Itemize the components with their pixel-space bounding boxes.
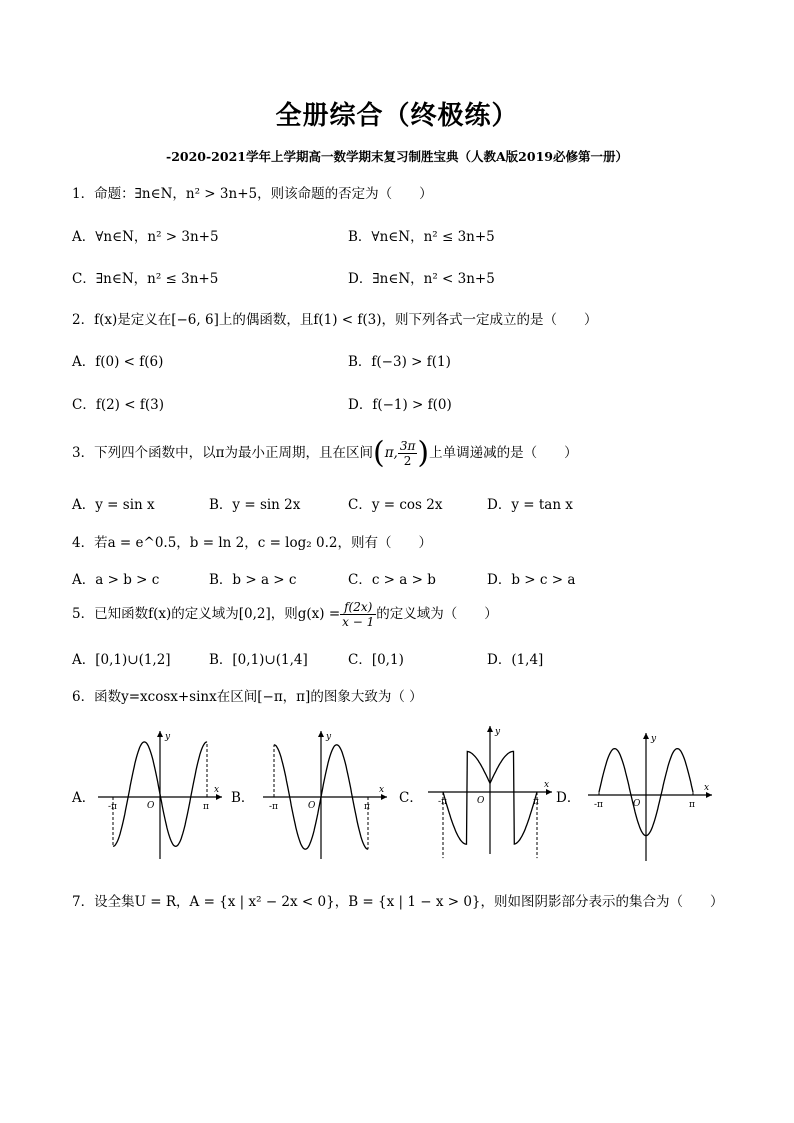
- question-5-option-c: C．[0,1): [348, 652, 404, 668]
- question-1-stem: 1．命题：∃n∈N，n² > 3n+5，则该命题的否定为（ ）: [72, 186, 433, 202]
- question-1-option-c: C．∃n∈N，n² ≤ 3n+5: [72, 271, 219, 287]
- question-6-option-c: C．: [399, 790, 423, 806]
- y-axis-arrow: [157, 731, 163, 737]
- pi-label: π: [364, 802, 370, 812]
- page-subtitle: -2020-2021学年上学期高一数学期末复习制胜宝典（人教A版2019必修第一册）: [166, 149, 628, 164]
- question-2-option-d: D．f(−1) > f(0): [348, 397, 452, 413]
- neg-pi-label: -π: [594, 800, 603, 810]
- question-5-stem: [72, 597, 498, 631]
- pi-label: π: [203, 802, 209, 812]
- origin-label: O: [633, 799, 641, 809]
- question-3-option-d: D．y = tan x: [487, 497, 573, 513]
- y-axis-label: y: [326, 732, 332, 742]
- question-5-option-b: B．[0,1)∪(1,4]: [209, 652, 308, 668]
- question-5-option-d: D．(1,4]: [487, 652, 544, 668]
- x-axis-label: x: [704, 783, 710, 793]
- y-axis-arrow: [318, 731, 324, 737]
- question-4-option-a: A．a > b > c: [72, 572, 160, 588]
- question-3-stem-before: 3．下列四个函数中，以π为最小正周期，且在区间: [72, 445, 373, 461]
- x-axis-label: x: [214, 785, 220, 795]
- origin-label: O: [147, 801, 155, 811]
- question-4-option-b: B．b > a > c: [209, 572, 297, 588]
- y-axis-label: y: [651, 734, 657, 744]
- question-1-option-b: B．∀n∈N，n² ≤ 3n+5: [348, 229, 495, 245]
- question-6-stem: 6．函数y=xcosx+sinx在区间[−π，π]的图象大致为（ ）: [72, 689, 423, 705]
- question-3-interval-fraction: $\frac{3\pi}{2}$: [399, 439, 416, 468]
- page-title: 全册综合（终极练）: [275, 101, 519, 131]
- neg-pi-label: -π: [108, 802, 117, 812]
- graph-option-d: [580, 727, 720, 867]
- question-3-option-b: B．y = sin 2x: [209, 497, 301, 513]
- question-2-option-b: B．f(−3) > f(1): [348, 354, 451, 370]
- x-axis-label: x: [544, 780, 550, 790]
- question-5-option-a: A．[0,1)∪(1,2]: [72, 652, 171, 668]
- graph-option-c: [420, 720, 560, 860]
- question-4-option-c: C．c > a > b: [348, 572, 436, 588]
- x-axis-label: x: [379, 785, 385, 795]
- question-3-interval-left: π,: [384, 445, 398, 461]
- question-5-fraction: $\frac{f(2x)}{x - 1}$: [342, 600, 375, 629]
- question-6-option-b: B．: [231, 790, 255, 806]
- question-3-option-a: A．y = sin x: [72, 497, 155, 513]
- origin-label: O: [308, 801, 316, 811]
- graph-option-b: [255, 725, 395, 865]
- y-axis-arrow: [643, 733, 649, 739]
- graph-option-a: [90, 725, 230, 865]
- question-3-stem-after: 上单调递减的是（ ）: [429, 445, 578, 461]
- pi-label: π: [533, 797, 539, 807]
- question-5-stem-after: 的定义域为（ ）: [376, 606, 498, 622]
- neg-pi-label: -π: [269, 802, 278, 812]
- question-3-option-c: C．y = cos 2x: [348, 497, 443, 513]
- question-6-option-a: A．: [72, 790, 96, 806]
- neg-pi-label: -π: [438, 797, 447, 807]
- question-1-option-d: D．∃n∈N，n² < 3n+5: [348, 271, 495, 287]
- question-2-option-a: A．f(0) < f(6): [72, 354, 164, 370]
- question-6-option-d: D．: [556, 790, 581, 806]
- pi-label: π: [689, 800, 695, 810]
- question-2-stem: 2．f(x)是定义在[−6, 6]上的偶函数，且f(1) < f(3)，则下列各式一定成立的是（ ）: [72, 312, 598, 328]
- question-2-option-c: C．f(2) < f(3): [72, 397, 164, 413]
- question-5-stem-before: 5．已知函数f(x)的定义域为[0,2]，则g(x) =: [72, 606, 341, 622]
- y-axis-label: y: [165, 732, 171, 742]
- question-4-option-d: D．b > c > a: [487, 572, 576, 588]
- question-7-stem: 7．设全集U = R，A = {x | x² − 2x < 0}，B = {x | 1 − x > 0}，则如图阴影部分表示的集合为（ ）: [72, 894, 724, 910]
- question-4-stem: 4．若a = e^0.5，b = ln 2，c = log₂ 0.2，则有（ ）: [72, 535, 432, 551]
- question-3-stem: 3．下列四个函数中，以π为最小正周期，且在区间(π, $\frac{3\pi}{2}$ )上单调递减的是（ ）: [72, 435, 578, 471]
- y-axis-arrow: [487, 726, 493, 732]
- question-1-option-a: A．∀n∈N，n² > 3n+5: [72, 229, 219, 245]
- y-axis-label: y: [495, 727, 501, 737]
- origin-label: O: [477, 796, 485, 806]
